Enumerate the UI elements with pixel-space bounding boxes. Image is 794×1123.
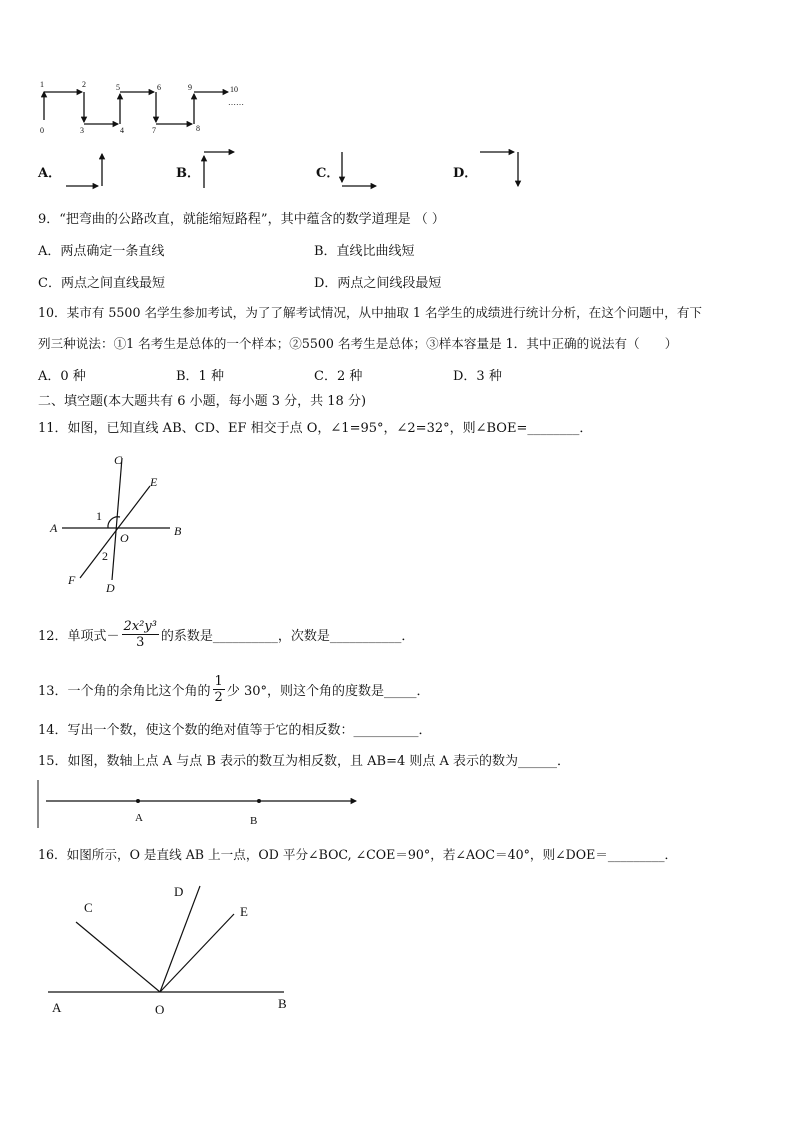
option-b-label[interactable]: B． (176, 166, 200, 181)
q13-numerator: 1 (214, 674, 223, 689)
q15-label-a: A (135, 812, 143, 824)
pattern-label: 1 (40, 80, 44, 89)
q16-label-d: D (174, 884, 184, 899)
q12-numerator: 2x²y³ (123, 619, 157, 634)
q13-fraction (213, 674, 225, 705)
pattern-label: 9 (188, 83, 192, 92)
q10-option-a[interactable]: A．0 种 (38, 369, 86, 384)
q12-fraction (122, 619, 159, 650)
option-d-figure (476, 146, 526, 192)
q11-label-angle1: 1 (96, 509, 102, 523)
q15-number-line-figure (36, 778, 376, 832)
option-b-figure (198, 146, 242, 192)
q13-stem (38, 674, 430, 705)
option-d-label[interactable]: D． (453, 166, 478, 181)
q11-label-c: C (114, 453, 123, 467)
q11-stem: 11．如图，已知直线 AB、CD、EF 相交于点 O，∠1=95°，∠2=32°，则∠BOE=________． (38, 421, 593, 436)
q16-label-a: A (52, 1000, 62, 1015)
q11-label-e: E (150, 475, 158, 489)
q10-option-d[interactable]: D．3 种 (453, 369, 502, 384)
q9-option-c[interactable]: C．两点之间直线最短 (38, 276, 165, 291)
pattern-label: 7 (152, 126, 156, 135)
q11-label-angle2: 2 (102, 549, 108, 563)
q11-label-d: D (106, 581, 115, 595)
pattern-label: 6 (157, 83, 161, 92)
option-c-label[interactable]: C． (316, 166, 340, 181)
pattern-label: 10 (230, 85, 238, 94)
q10-option-c[interactable]: C．2 种 (314, 369, 363, 384)
q11-label-o: O (120, 531, 129, 545)
q12-stem (38, 619, 414, 650)
q9-option-d[interactable]: D．两点之间线段最短 (314, 276, 442, 291)
option-c-figure (336, 148, 384, 190)
pattern-label: 0 (40, 126, 44, 135)
q16-stem: 16．如图所示，O 是直线 AB 上一点，OD 平分∠BOC, ∠COE＝90°，若∠AOC＝40°，则∠DOE＝_________． (38, 847, 678, 862)
q12-denominator: 3 (136, 635, 145, 650)
q14-stem: 14．写出一个数，使这个数的绝对值等于它的相反数：__________． (38, 723, 432, 738)
q13-denominator: 2 (214, 690, 223, 705)
q16-label-o: O (155, 1002, 165, 1017)
pattern-label: 8 (196, 124, 200, 133)
q13-suffix: 少 30°，则这个角的度数是_____． (226, 684, 430, 699)
q15-stem: 15．如图，数轴上点 A 与点 B 表示的数互为相反数，且 AB=4 则点 A 表示的数为______． (38, 754, 571, 769)
pattern-label: 3 (80, 126, 84, 135)
q16-figure (44, 876, 294, 1022)
q11-label-b: B (174, 524, 182, 538)
q11-label-a: A (50, 521, 58, 535)
q11-label-f: F (68, 573, 76, 587)
q10-stem-line2: 列三种说法：①1 名考生是总体的一个样本；②5500 名考生是总体；③样本容量是 1．其中正确的说法有（ ） (38, 336, 678, 351)
q12-prefix: 12．单项式－ (38, 629, 120, 644)
q15-label-b: B (250, 815, 258, 827)
q9-option-a[interactable]: A．两点确定一条直线 (38, 244, 165, 259)
option-a-label[interactable]: A． (38, 166, 62, 181)
q9-stem: 9．“把弯曲的公路改直，就能缩短路程”，其中蕴含的数学道理是 （ ） (38, 212, 445, 227)
q16-label-b: B (278, 996, 287, 1011)
q10-stem-line1: 10．某市有 5500 名学生参加考试，为了了解考试情况，从中抽取 1 名学生的成绩进行统计分析，在这个问题中，有下 (38, 305, 703, 320)
section-2-heading: 二、填空题(本大题共有 6 小题，每小题 3 分，共 18 分) (38, 394, 367, 409)
q12-suffix: 的系数是__________，次数是___________． (160, 629, 415, 644)
pattern-ellipsis: …… (228, 98, 244, 107)
arrow-pattern-figure (30, 78, 260, 138)
q10-option-b[interactable]: B．1 种 (176, 369, 224, 384)
q11-figure (46, 450, 196, 598)
pattern-label: 4 (120, 126, 124, 135)
q16-label-c: C (84, 900, 93, 915)
q13-prefix: 13．一个角的余角比这个角的 (38, 684, 211, 699)
q9-option-b[interactable]: B．直线比曲线短 (314, 244, 415, 259)
pattern-label: 5 (116, 83, 120, 92)
q16-label-e: E (240, 904, 248, 919)
option-a-figure (60, 146, 110, 190)
pattern-label: 2 (82, 80, 86, 89)
